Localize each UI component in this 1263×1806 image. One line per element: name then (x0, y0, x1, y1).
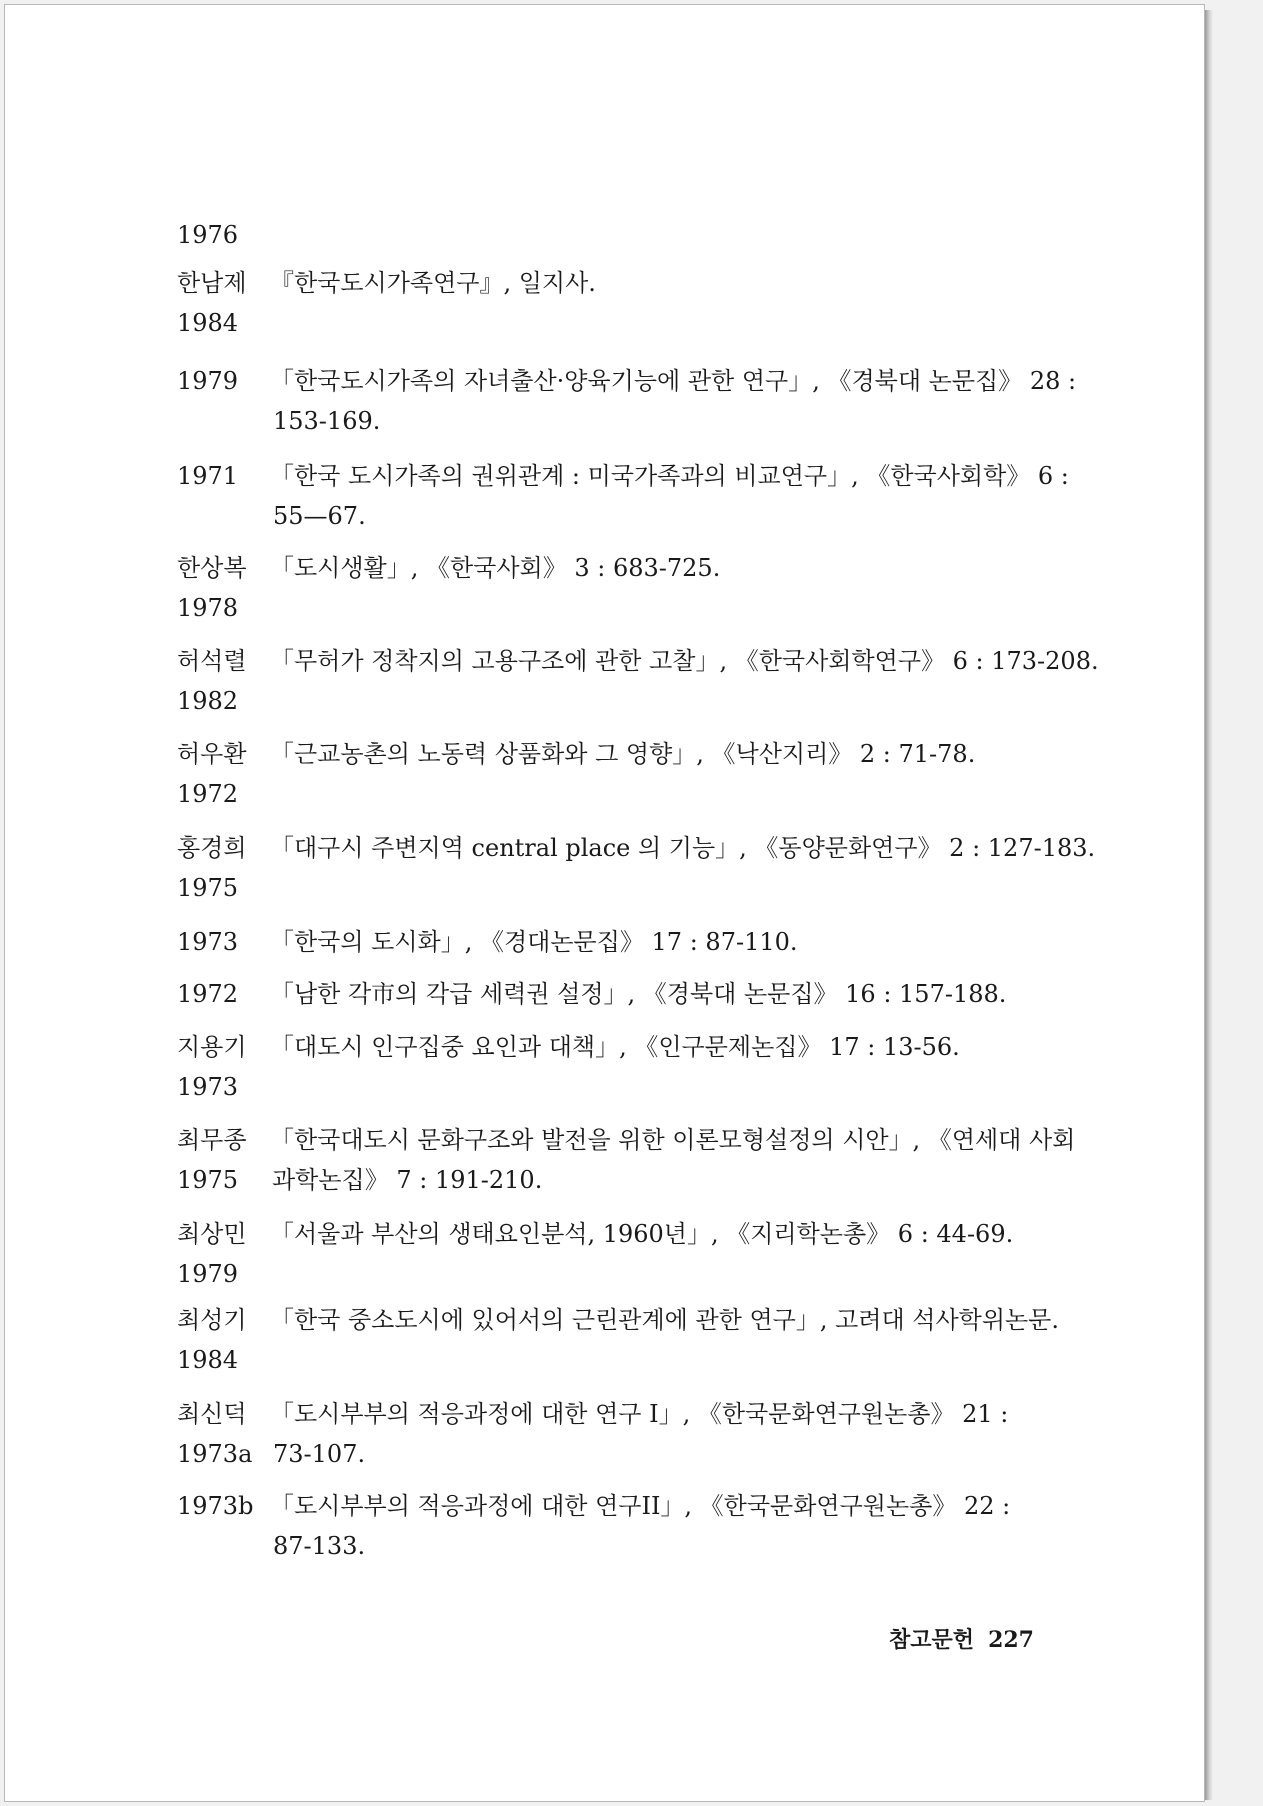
entry-year: 1973 (177, 1073, 239, 1101)
page-sheet (4, 4, 1205, 1802)
page-edge-shadow (1205, 10, 1213, 1800)
entry-author: 1972 (177, 980, 239, 1008)
entry-text: 「근교농촌의 노동력 상품화와 그 영향」, 《낙산지리》 2 : 71-78. (270, 740, 976, 768)
entry-text: 「무허가 정착지의 고용구조에 관한 고찰」, 《한국사회학연구》 6 : 173-208. (270, 647, 1099, 675)
entry-text-continued: 73-107. (273, 1440, 366, 1468)
entry-text-continued: 과학논집》 7 : 191-210. (272, 1166, 543, 1194)
bibliography (5, 5, 1204, 1801)
entry-author: 1971 (177, 462, 239, 490)
entry-year: 1973a (177, 1440, 253, 1468)
entry-author: 한남제 (177, 269, 247, 297)
entry-year: 1975 (177, 1166, 239, 1194)
entry-author: 지용기 (177, 1033, 247, 1061)
entry-text: 『한국도시가족연구』, 일지사. (270, 269, 596, 297)
entry-text: 「한국의 도시화」, 《경대논문집》 17 : 87-110. (270, 928, 798, 956)
entry-author: 최무종 (177, 1126, 247, 1154)
page-number: 227 (988, 1627, 1034, 1653)
page-footer (875, 1623, 1034, 1654)
entry-author: 허우환 (177, 740, 247, 768)
entry-author: 최성기 (177, 1306, 247, 1334)
entry-text: 「한국 중소도시에 있어서의 근린관계에 관한 연구」, 고려대 석사학위논문. (270, 1306, 1059, 1334)
entry-text: 「도시부부의 적응과정에 대한 연구 I」, 《한국문화연구원논총》 21 : (270, 1400, 1009, 1428)
entry-year: 1979 (177, 1260, 239, 1288)
entry-year: 1978 (177, 594, 239, 622)
entry-text: 「도시생활」, 《한국사회》 3 : 683-725. (270, 554, 721, 582)
entry-author: 한상복 (177, 554, 247, 582)
entry-text: 「대도시 인구집중 요인과 대책」, 《인구문제논집》 17 : 13-56. (270, 1033, 960, 1061)
entry-year: 1984 (177, 309, 239, 337)
entry-author: 1973 (177, 928, 239, 956)
entry-text: 「도시부부의 적응과정에 대한 연구II」, 《한국문화연구원논총》 22 : (270, 1492, 1011, 1520)
entry-year: 1982 (177, 687, 239, 715)
entry-year: 1984 (177, 1346, 239, 1374)
entry-text: 「서울과 부산의 생태요인분석, 1960년」, 《지리학논총》 6 : 44-69. (270, 1220, 1014, 1248)
entry-text: 「한국도시가족의 자녀출산·양육기능에 관한 연구」, 《경북대 논문집》 28 : (270, 367, 1077, 395)
entry-author: 최상민 (177, 1220, 247, 1248)
entry-text: 「한국 도시가족의 권위관계 : 미국가족과의 비교연구」, 《한국사회학》 6 : (270, 462, 1069, 490)
entry-author: 허석렬 (177, 647, 247, 675)
entry-year: 1975 (177, 874, 239, 902)
entry-text-continued: 87-133. (273, 1532, 366, 1560)
entry-year: 1972 (177, 780, 239, 808)
entry-author: 최신덕 (177, 1400, 247, 1428)
running-section-title: 참고문헌 (889, 1627, 975, 1653)
entry-year: 1976 (177, 221, 239, 249)
entry-text: 「대구시 주변지역 central place 의 기능」, 《동양문화연구》 2 : 127-183. (270, 834, 1096, 862)
entry-author: 홍경희 (177, 834, 247, 862)
entry-author: 1979 (177, 367, 239, 395)
entry-author: 1973b (177, 1492, 254, 1520)
entry-text-continued: 55—67. (273, 502, 366, 530)
entry-text: 「남한 각市의 각급 세력권 설정」, 《경북대 논문집》 16 : 157-188. (270, 980, 1007, 1008)
entry-text-continued: 153-169. (273, 407, 381, 435)
entry-text: 「한국대도시 문화구조와 발전을 위한 이론모형설정의 시안」, 《연세대 사회 (270, 1126, 1076, 1154)
